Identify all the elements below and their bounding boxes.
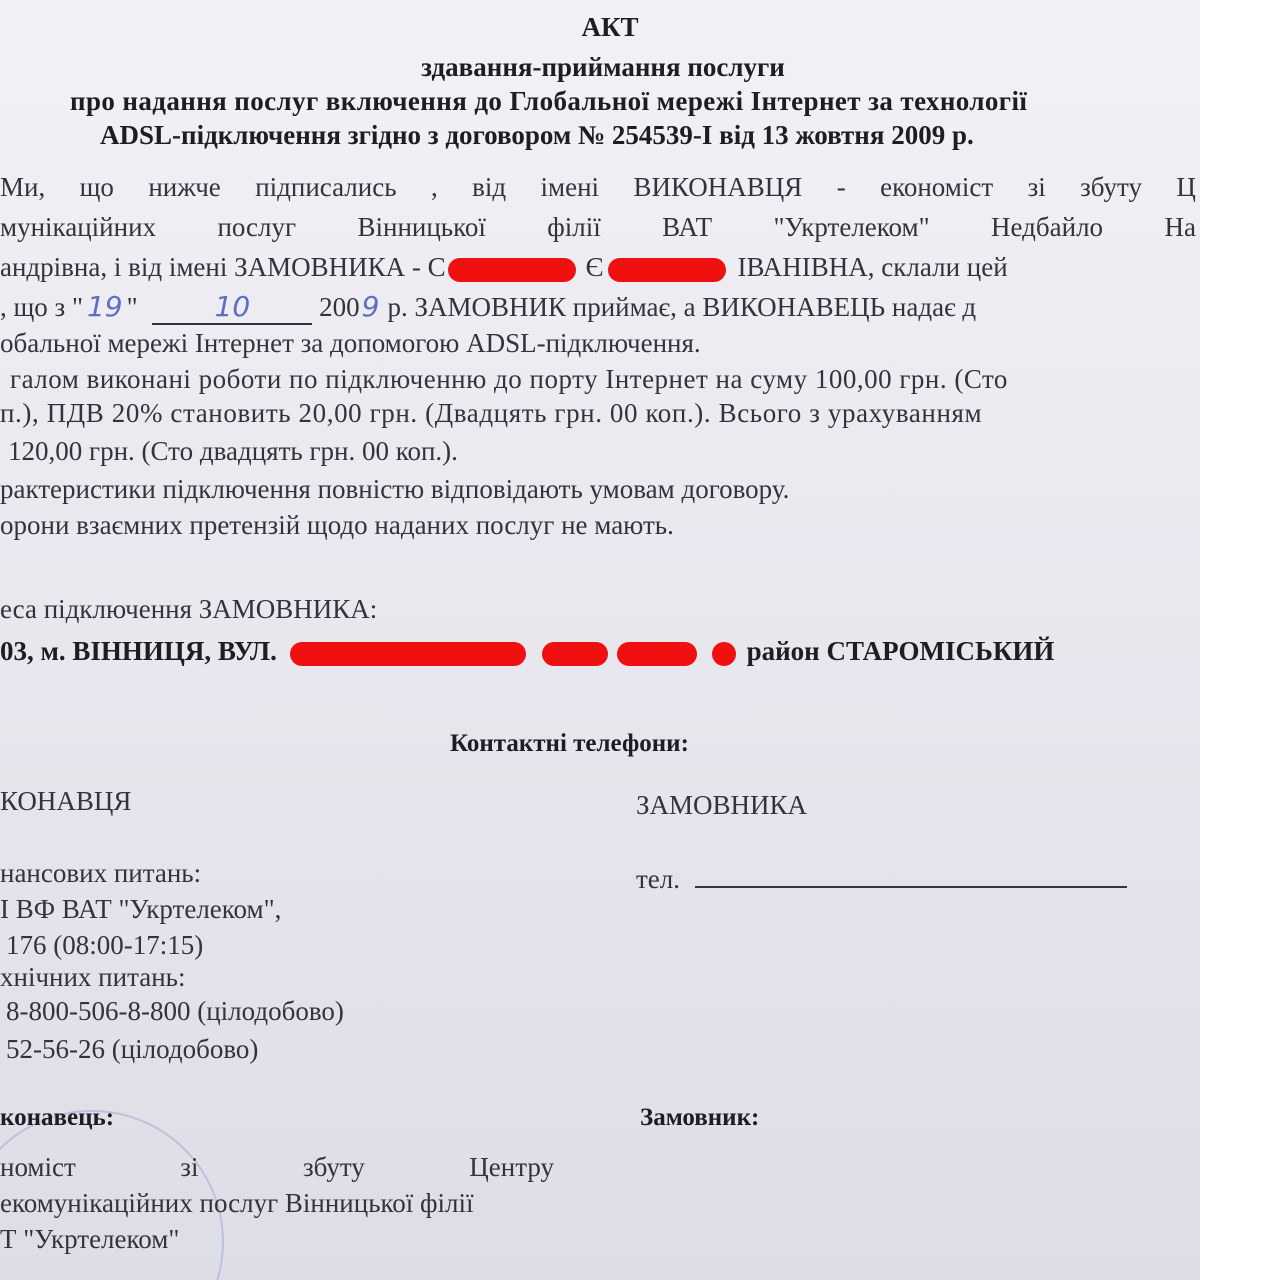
doc-subtitle: здавання-приймання послуги (421, 52, 785, 82)
works-line-4: рактеристики підключення повністю відповідають умовам договору. (0, 474, 790, 504)
intro-word: підписались (255, 172, 397, 202)
tech-phone-1: 8-800-506-8-800 (цілодобово) (6, 996, 344, 1026)
intro-word: нижче (148, 172, 221, 202)
doc-contract-ref: ADSL-підключення згідно з договором № 254539-І від 13 жовтня 2009 р. (100, 120, 974, 150)
intro-word: послуг (217, 212, 297, 242)
intro-line-3 (0, 252, 1008, 283)
customer-contacts-label: ЗАМОВНИКА (636, 790, 808, 820)
intro-line-4 (0, 290, 976, 325)
intro-word: Вінницької (357, 212, 486, 242)
customer-phone-row (636, 864, 1127, 895)
executor-position-line-2: екомунікаційних послуг Вінницької філії (0, 1188, 474, 1218)
executor-position-line-3: Т "Укртелеком" (0, 1224, 180, 1254)
intro-text: андрівна, і від імені ЗАМОВНИКА - С (0, 252, 446, 282)
intro-word: збуту (1080, 172, 1142, 202)
intro-word: Недбайло (991, 212, 1104, 242)
intro-line-2 (0, 212, 1196, 243)
address-suffix: район СТАРОМІСЬКИЙ (746, 636, 1055, 666)
redaction-mark (712, 642, 736, 666)
works-line-2: п.), ПДВ 20% становить 20,00 грн. (Двадцять грн. 00 коп.). Всього з урахуванням (0, 398, 983, 428)
executor-signature-heading: конавець: (0, 1104, 115, 1131)
redaction-mark (617, 642, 697, 666)
address-line (0, 636, 1054, 667)
redaction-mark (290, 642, 526, 666)
intro-word: "Укртелеком" (773, 212, 930, 242)
works-line-5: орони взаємних претензій щодо наданих послуг не мають. (0, 510, 674, 540)
intro-text: р. ЗАМОВНИК приймає, а ВИКОНАВЕЦЬ надає д (387, 292, 977, 322)
redaction-mark (542, 642, 608, 666)
position-word: збуту (302, 1152, 365, 1182)
tel-blank-line (695, 864, 1127, 888)
intro-line-5: обальної мережі Інтернет за допомогою ADSL-підключення. (0, 328, 701, 358)
intro-word: економіст (880, 172, 994, 202)
intro-text: 200 (319, 292, 360, 322)
redaction-mark (448, 258, 576, 282)
address-prefix: 03, м. ВІННИЦЯ, ВУЛ. (0, 636, 277, 666)
intro-text: Є (585, 252, 604, 282)
address-label: еса підключення ЗАМОВНИКА: (0, 594, 378, 624)
works-line-3: 120,00 грн. (Сто двадцять грн. 00 коп.). (8, 436, 458, 466)
tech-phone-2: 52-56-26 (цілодобово) (6, 1034, 259, 1064)
intro-word: зі (1027, 172, 1046, 202)
handwritten-year: 9 (361, 290, 380, 323)
doc-subject: про надання послуг включення до Глобальної мережі Інтернет за технології (70, 86, 1028, 116)
executor-contacts-label: КОНАВЦЯ (0, 786, 132, 816)
position-word: номіст (0, 1152, 76, 1182)
works-line-1: галом виконані роботи по підключенню до порту Інтернет на суму 100,00 грн. (Сто (10, 364, 1008, 394)
intro-word: - (836, 172, 846, 202)
intro-word: філії (547, 212, 601, 242)
intro-word: мунікаційних (0, 212, 157, 242)
intro-word: На (1164, 212, 1196, 242)
intro-word: від (472, 172, 507, 202)
position-word: зі (180, 1152, 199, 1182)
intro-text: " (126, 292, 138, 322)
intro-word: ВАТ (662, 212, 713, 242)
position-word: Центру (469, 1152, 554, 1182)
intro-line-1 (0, 172, 1196, 203)
executor-position-line-1 (0, 1152, 554, 1183)
tech-label: хнічних питань: (0, 962, 186, 992)
finance-phone: 176 (08:00-17:15) (6, 930, 204, 960)
intro-word: Ми, (0, 172, 46, 202)
redaction-mark (608, 258, 726, 282)
intro-word: що (79, 172, 114, 202)
doc-title: АКТ (581, 12, 639, 42)
tel-label: тел. (636, 864, 681, 894)
handwritten-month: 10 (152, 290, 312, 325)
intro-word: ВИКОНАВЦЯ (633, 172, 803, 202)
finance-org: І ВФ ВАТ "Укртелеком", (0, 894, 282, 924)
contacts-heading: Контактні телефони: (450, 730, 689, 757)
intro-word: Ц (1176, 172, 1196, 202)
finance-label: нансових питань: (0, 858, 202, 888)
customer-signature-heading: Замовник: (640, 1104, 760, 1131)
intro-word: , (430, 172, 438, 202)
intro-word: імені (540, 172, 600, 202)
handwritten-day: 19 (86, 290, 123, 323)
intro-text: , що з " (0, 292, 83, 322)
intro-text: ІВАНІВНА, склали цей (737, 252, 1008, 282)
